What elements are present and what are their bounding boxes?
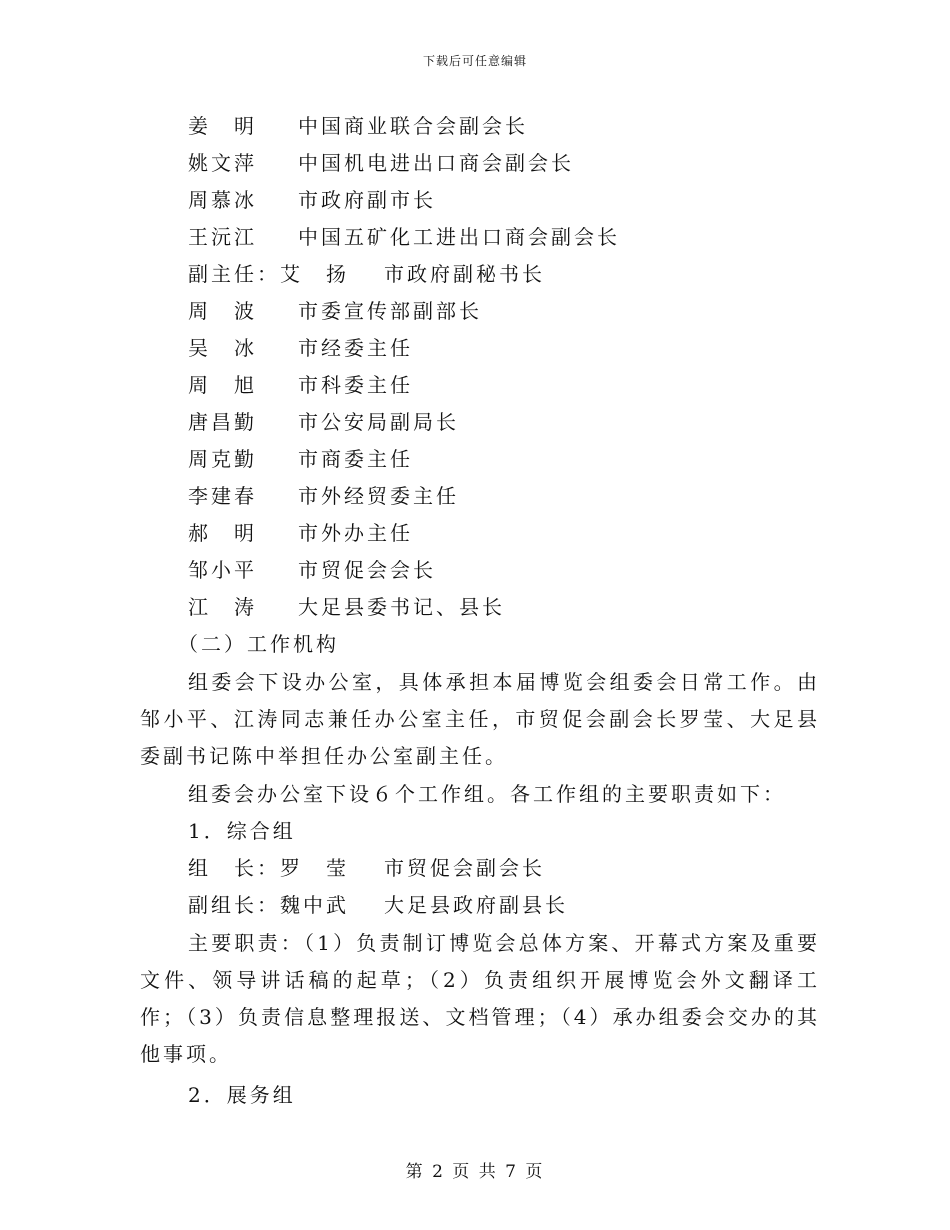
member-title: 中国五矿化工进出口商会副会长	[298, 225, 620, 249]
document-body	[140, 108, 820, 1114]
member-title: 中国商业联合会副会长	[298, 114, 528, 138]
section-heading: （二）工作机构	[178, 632, 339, 656]
member-title: 市公安局副局长	[298, 410, 459, 434]
page-footer: 第 2 页 共 7 页	[405, 1162, 545, 1182]
member-row	[140, 293, 820, 330]
paragraph-duties: 主要职责：（1）负责制订博览会总体方案、开幕式方案及重要文件、领导讲话稿的起草；（2）负责组织开展博览会外文翻译工作；（3）负责信息整理报送、文档管理；（4）承办组委会交办的其他事项。	[140, 931, 820, 1066]
member-name: 郝 明	[188, 521, 257, 545]
member-row	[140, 441, 820, 478]
page-header: 下载后可任意编辑	[422, 54, 527, 68]
member-name: 李建春	[188, 484, 257, 508]
member-name: 周 旭	[188, 373, 257, 397]
member-row	[140, 478, 820, 515]
member-title: 市科委主任	[298, 373, 413, 397]
group-heading: 1．综合组	[188, 819, 296, 843]
member-name: 王沅江	[188, 225, 257, 249]
member-name: 吴 冰	[188, 336, 257, 360]
member-name: 周克勤	[188, 447, 257, 471]
member-row	[140, 182, 820, 219]
member-row	[140, 145, 820, 182]
member-row	[140, 515, 820, 552]
member-row	[140, 330, 820, 367]
member-row	[140, 108, 820, 145]
member-name: 邹小平	[188, 558, 257, 582]
member-row	[140, 404, 820, 441]
member-row	[140, 552, 820, 589]
group-leader-title: 市贸促会副会长	[384, 856, 545, 880]
paragraph-office: 组委会下设办公室，具体承担本届博览会组委会日常工作。由邹小平、江涛同志兼任办公室主任，市贸促会副会长罗莹、大足县委副书记陈中举担任办公室副主任。	[140, 670, 820, 768]
member-name: 姜 明	[188, 114, 257, 138]
group-leader-row	[140, 850, 820, 887]
member-row	[140, 219, 820, 256]
member-name: 唐昌勤	[188, 410, 257, 434]
member-title: 市贸促会会长	[298, 558, 436, 582]
member-title: 市经委主任	[298, 336, 413, 360]
member-name: 周慕冰	[188, 188, 257, 212]
member-title: 市商委主任	[298, 447, 413, 471]
paragraph-groups: 组委会办公室下设６个工作组。各工作组的主要职责如下：	[188, 782, 786, 806]
member-title: 市外办主任	[298, 521, 413, 545]
vice-director-title: 市政府副秘书长	[384, 262, 545, 286]
member-title: 大足县委书记、县长	[298, 595, 505, 619]
group-deputy-row	[140, 887, 820, 924]
member-title: 市外经贸委主任	[298, 484, 459, 508]
member-name: 姚文萍	[188, 151, 257, 175]
vice-director-role: 副主任：艾 扬	[188, 262, 349, 286]
group-heading: 2．展务组	[188, 1083, 296, 1107]
group-deputy-title: 大足县政府副县长	[384, 893, 568, 917]
vice-director-row	[140, 256, 820, 293]
member-row	[140, 367, 820, 404]
member-title: 市委宣传部副部长	[298, 299, 482, 323]
group-leader-role: 组 长：罗 莹	[188, 856, 349, 880]
member-row	[140, 589, 820, 626]
member-title: 中国机电进出口商会副会长	[298, 151, 574, 175]
member-name: 江 涛	[188, 595, 257, 619]
member-title: 市政府副市长	[298, 188, 436, 212]
member-name: 周 波	[188, 299, 257, 323]
group-deputy-role: 副组长：魏中武	[188, 893, 349, 917]
